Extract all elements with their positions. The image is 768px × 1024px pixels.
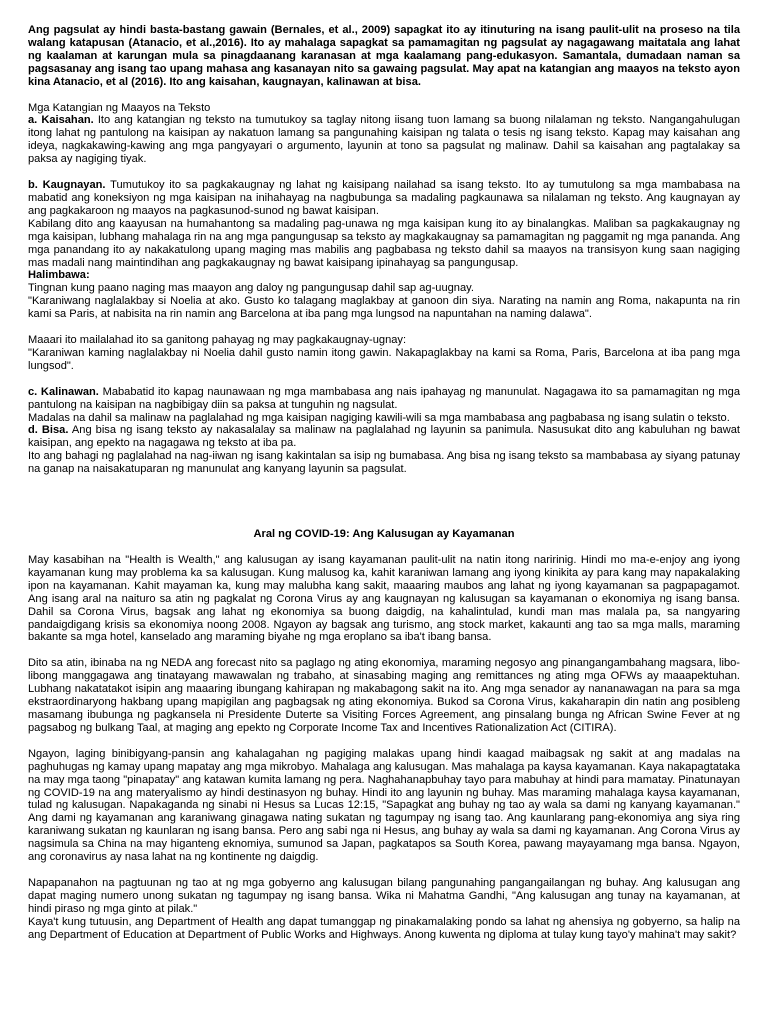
article-paragraph-2: Dito sa atin, ibinaba na ng NEDA ang forecast nito sa paglago ng ating ekonomiya, maraming negosyo ang pinangangambahang magsara, libo-libong manggagawa ang tinatayang mawawalan ng trabaho, at sinasabing maging ang remittances ng ating mga OFWs ay maaapektuhan. Lubhang nakatatakot isipin ang maaaring ibungang kahirapan ng makabagong sakit na ito. Ang mga senador ay nananawagan na para sa mga ekstraordinaryong hakbang upang mapigilan ang pagbagsak ng ating ekonomiya. Bukod sa Corona Virus, kakaharapin din natin ang posibleng masamang ibubunga ng pagkansela ni Presidente Duterte sa Visiting Forces Agreement, ang pinsalang bunga ng African Swine Fever at ng pagsabog ng bulkang Taal, at maging ang epekto ng Corporate Income Tax and Incentives Rationalization Act (CITIRA).: [28, 657, 740, 734]
kalinawan-label: c. Kalinawan.: [28, 385, 99, 398]
kalinawan-paragraph-2: Madalas na dahil sa malinaw na paglalahad ng mga kaisipan nagiging kawili-wili sa mga mambabasa ang pagbabasa ng isang sulatin o teksto.: [28, 411, 730, 424]
bisa-text: Ang bisa ng isang teksto ay nakasalalay sa malinaw na paglalahad ng layunin sa panimula. Nasusukat dito ang kabuluhan ng bawat kaisipan, ang epekto na nagagawa ng teksto at iba pa.: [28, 424, 740, 450]
bisa-paragraph: [28, 424, 740, 450]
example-intro: Tingnan kung paano naging mas maayon ang daloy ng pangungusap dahil sap ag-uugnay.: [28, 282, 474, 295]
kaisahan-paragraph: [28, 114, 740, 166]
halimbawa-label: Halimbawa:: [28, 269, 90, 282]
bisa-label: d. Bisa.: [28, 424, 69, 437]
kaisahan-label: a. Kaisahan.: [28, 114, 94, 127]
kaugnayan-label: b. Kaugnayan.: [28, 179, 106, 192]
article-paragraph-3: Ngayon, laging binibigyang-pansin ang kahalagahan ng pagiging malakas upang hindi kaagad maibagsak ng sakit at ang madalas na paghuhugas ng kamay upang mapatay ang mga mikrobyo. Mahalaga ang kalusugan. Mas mahalaga pa kaysa kayamanan. Kaya nakapagtataka na may mga taong "pinapatay" ang katawan kumita lamang ng pera. Naghahanapbuhay tayo para mabuhay at hindi para mamatay. Pinatunayan ng COVID-19 na ang materyalismo ay hindi destinasyon ng buhay. Hindi ito ang layunin ng buhay. Mas maraming mahalaga kaysa kayamanan, tulad ng kalusugan. Napakaganda ng sinabi ni Hesus sa Lucas 12:15, "Sapagkat ang buhay ng tao ay wala sa dami ng kanyang kayamanan." Ang dami ng kayamanan ang karaniwang ginagawa nating sukatan ng tagumpay ng isang tao. Ang kaunlarang pang-ekonomiya ang siya ring karaniwang sukatan ng kaunlaran ng isang bansa. Pero ang sabi nga ni Hesus, ang buhay ay wala sa dami ng kayamanan. Ang Corona Virus ay nagsimula sa China na may higanteng eknomiya, sumunod sa Japan, pagkatapos sa South Korea, pawang mayayamang mga bansa. Ngayon, ang coronavirus ay nasa lahat na ng kontinente ng daigdig.: [28, 747, 740, 864]
kaugnayan-paragraph-2: Kabilang dito ang kaayusan na humahantong sa madaling pag-unawa ng mga kaisipan kung ito ay binalangkas. Maliban sa pagkakaugnay ng mga kaisipan, lubhang mahalaga rin na ang mga pangungusap sa teksto ay magkakaugnay sa pamamagitan ng paggamit ng mga pananda. Ang mga panandang ito ay nakakatulong upang maging mas mabilis ang pagbabasa ng teksto dahil sa maayos na transisyon kung saan nagiging mas madali nang maintindihan ang pagkakaugnay ng bawat kaisipang ipinahayag sa pangungusap.: [28, 217, 740, 269]
article-title: Aral ng COVID-19: Ang Kalusugan ay Kayamanan: [253, 528, 515, 541]
article-paragraph-1: May kasabihan na "Health is Wealth," ang kalusugan ay isang kayamanan paulit-ulit na natin itong naririnig. Hindi mo ma-e-enjoy ang iyong kayamanan kung may problema ka sa kalusugan. Kung malusog ka, kahit karaniwan lamang ang iyong kinikita ay para kang may napakalaking ipon na kayamanan. Kahit mayaman ka, kung may malubha kang sakit, maaaring maubos ang lahat ng iyong kayamanan sa pagpapagamot. Ang isang aral na naituro sa atin ng pagkalat ng Corona Virus ay ang kaugnayan ng kalusugan sa kayamanan o ekonomiya ng isang bansa. Dahil sa Corona Virus, bagsak ang lahat ng ekonomiya sa buong daigdig, na kahalintulad, kundi man mas malala pa, sa nangyaring pandaigdigang krisis sa ekonomiya noong 2008. Ngayon ay bagsak ang turismo, ang stock market, kakaunti ang tao sa mga malls, maraming bakante sa mga hotel, kanselado ang maraming biyahe ng mga eroplano sa iba't ibang bansa.: [28, 554, 740, 644]
document-page: [28, 24, 740, 941]
example-intro-2: Maaari ito mailalahad ito sa ganitong pahayag ng may pagkakaugnay-ugnay:: [28, 334, 407, 347]
kaugnayan-text: Tumutukoy ito sa pagkakaugnay ng lahat ng kaisipang nailahad sa isang teksto. Ito ay tumutulong sa mga mambabasa na mabatid ang koneksiyon ng mga kaisipan na inihahayag na nagbubunga sa madaling pagkaunawa sa nilalaman ng teksto. Ang kaugnayan ay ang pagkakaroon ng maayos na pagkasunod-sunod ng bawat kaisipan.: [28, 179, 740, 217]
article-paragraph-4: Napapanahon na pagtuunan ng tao at ng mga gobyerno ang kalusugan bilang pangunahing pangangailangan ng buhay. Ang kalusugan ang dapat maging numero unong sukatan ng tagumpay ng isang bansa. Wika ni Mahatma Gandhi, "Ang kalusugan ang tunay na kayamanan, at hindi piraso ng mga ginto at pilak.": [28, 876, 740, 915]
section-heading: Mga Katangian ng Maayos na Teksto: [28, 101, 211, 114]
intro-paragraph: Ang pagsulat ay hindi basta-bastang gawain (Bernales, et al., 2009) sapagkat ito ay itinuturing na isang paulit-ulit na proseso na tila walang katapusan (Atanacio, et al.,2016). Ito ay mahalaga sapagkat sa pamamagitan ng pagsulat ay nagagawang maitatala ang lahat ng kaalaman at karungan mula sa pinagdaanang karanasan at mga kaalamang pang-edukasyon. Samantala, dumadaan naman sa pagsasanay ang isang tao upang mahasa ang kasanayan nito sa gawaing pagsulat. May apat na katangian ang maayos na teksto ayon kina Atanacio, et al (2016). Ito ang kaisahan, kaugnayan, kalinawan at bisa.: [28, 24, 740, 88]
example-quote-1: "Karaniwang naglalakbay si Noelia at ako. Gusto ko talagang maglakbay at ganoon din siya. Narating na namin ang Roma, nakapunta na rin kami sa Paris, at nabisita na rin namin ang Barcelona at iba pang mga lungsod na napuntahan na naming dalawa".: [28, 295, 740, 321]
example-quote-2: "Karaniwan kaming naglalakbay ni Noelia dahil gusto namin itong gawin. Nakapaglakbay na kami sa Roma, Paris, Barcelona at iba pang mga lungsod".: [28, 346, 740, 372]
kaisahan-text: Ito ang katangian ng teksto na tumutukoy sa taglay nitong iisang tuon lamang sa buong nilalaman ng teksto. Nangangahulugan itong lahat ng pantulong na kaisipan ay nakatuon lamang sa pangunahing kaisipan ng talata o tesis ng isang teksto. Kapag may kaisahan ang ideya, nagkakawing-kawing ang mga pangyayari o argumento, layunin at tono sa pagsulat ng malinaw. Dahil sa kaisahan ang pagtalakay sa paksa ay nagiging tiyak.: [28, 114, 740, 166]
bisa-paragraph-2: Ito ang bahagi ng paglalahad na nag-iiwan ng isang kakintalan sa isip ng bumabasa. Ang bisa ng isang teksto sa mambabasa ay siyang patunay na ganap na naisakatuparan ng manunulat ang kanyang layunin sa pagsulat.: [28, 450, 740, 476]
kaugnayan-paragraph: [28, 179, 740, 218]
kalinawan-text: Mababatid ito kapag naunawaan ng mga mambabasa ang nais ipahayag ng manunulat. Nagagawa ito sa pamamagitan ng mga pantulong na kaisipan na nagbibigay diin sa paksa at tunguhin ng nagsulat.: [28, 385, 740, 411]
kalinawan-paragraph: [28, 386, 740, 412]
article-paragraph-5: Kaya't kung tutuusin, ang Department of Health ang dapat tumanggap ng pinakamalaking pondo sa lahat ng ahensiya ng gobyerno, sa halip na ang Department of Education at Department of Public Works and Highways. Anong kuwenta ng diploma at tulay kung tayo'y mahina't may sakit?: [28, 915, 740, 941]
